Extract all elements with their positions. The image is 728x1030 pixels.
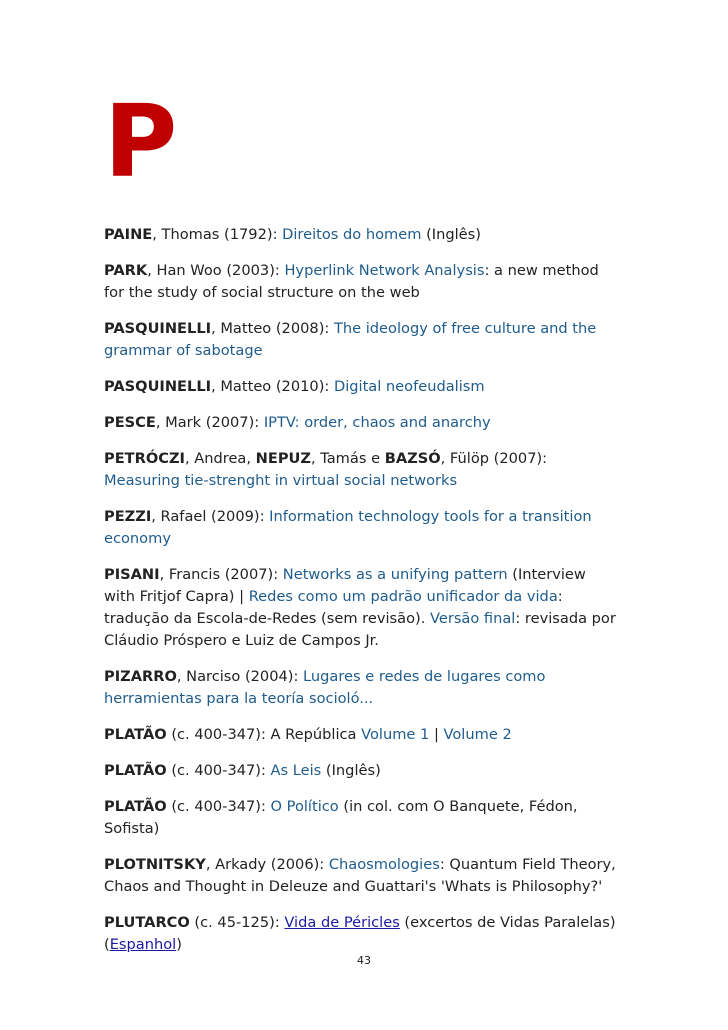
author-name: PETRÓCZI	[104, 450, 185, 467]
author-name: PLUTARCO	[104, 914, 190, 931]
bibliography-list	[104, 224, 620, 970]
bibliography-entry	[104, 448, 620, 492]
title-link[interactable]: Chaosmologies	[328, 856, 440, 873]
bibliography-entry	[104, 564, 620, 652]
title-link[interactable]: Volume 2	[443, 726, 512, 743]
entry-text: |	[429, 726, 444, 743]
title-link[interactable]: Hyperlink Network Analysis	[284, 262, 485, 279]
entry-text: , Matteo (2010):	[211, 378, 334, 395]
entry-text: , Han Woo (2003):	[147, 262, 285, 279]
author-name: PLATÃO	[104, 762, 167, 779]
entry-text: , Tamás e	[310, 450, 385, 467]
bibliography-entry	[104, 854, 620, 898]
entry-text: )	[176, 936, 182, 953]
entry-text: : a new method for the study of social structure on the web	[104, 262, 599, 301]
title-link[interactable]: Direitos do homem	[282, 226, 422, 243]
bibliography-entry	[104, 318, 620, 362]
title-link[interactable]: Versão final	[429, 610, 516, 627]
section-letter: P	[104, 83, 178, 200]
author-name: PAINE	[104, 226, 153, 243]
bibliography-entry	[104, 376, 620, 398]
title-link[interactable]: IPTV: order, chaos and anarchy	[263, 414, 491, 431]
bibliography-entry	[104, 796, 620, 840]
entry-text: (Inglês)	[421, 226, 481, 243]
bibliography-entry	[104, 666, 620, 710]
entry-text: , Mark (2007):	[155, 414, 264, 431]
title-link[interactable]: Networks as a unifying pattern	[282, 566, 508, 583]
bibliography-entry	[104, 224, 620, 246]
entry-text: , Thomas (1792):	[152, 226, 283, 243]
entry-text: (excertos de Vidas Paralelas) (	[104, 914, 616, 953]
bibliography-entry	[104, 760, 620, 782]
entry-text: (Interview with Fritjof Capra) |	[104, 566, 586, 605]
bibliography-entry	[104, 724, 620, 746]
entry-text: : tradução da Escola-de-Redes (sem revisão).	[104, 588, 563, 627]
bibliography-entry	[104, 506, 620, 550]
entry-text: (c. 400-347): A República	[166, 726, 362, 743]
entry-text: (c. 45-125):	[189, 914, 285, 931]
entry-text: (Inglês)	[321, 762, 381, 779]
entry-text: , Rafael (2009):	[151, 508, 270, 525]
title-link[interactable]: Espanhol	[109, 936, 177, 953]
title-link[interactable]: The ideology of free culture and the grammar of sabotage	[104, 320, 597, 359]
title-link[interactable]: Information technology tools for a transition economy	[104, 508, 592, 547]
entry-text: , Francis (2007):	[159, 566, 283, 583]
author-name: BAZSÓ	[384, 450, 441, 467]
title-link[interactable]: As Leis	[270, 762, 322, 779]
entry-text: : revisada por Cláudio Próspero e Luiz de Campos Jr.	[104, 610, 616, 649]
author-name: NEPUZ	[255, 450, 311, 467]
title-link[interactable]: Lugares e redes de lugares como herramientas para la teoría socioló...	[104, 668, 546, 707]
entry-text: , Andrea,	[185, 450, 256, 467]
title-link[interactable]: Vida de Péricles	[284, 914, 400, 931]
entry-text: : Quantum Field Theory, Chaos and Thought in Deleuze and Guattari's 'Whats is Philosophy?'	[104, 856, 616, 895]
author-name: PIZARRO	[104, 668, 177, 685]
author-name: PEZZI	[104, 508, 152, 525]
author-name: PLATÃO	[104, 798, 167, 815]
bibliography-entry	[104, 912, 620, 956]
title-link[interactable]: Digital neofeudalism	[333, 378, 485, 395]
entry-text: , Fülöp (2007):	[440, 450, 548, 467]
entry-text: (c. 400-347):	[166, 762, 271, 779]
entry-text: , Narciso (2004):	[176, 668, 304, 685]
entry-text: (c. 400-347):	[166, 798, 271, 815]
entry-text: , Arkady (2006):	[205, 856, 329, 873]
author-name: PASQUINELLI	[104, 378, 212, 395]
author-name: PESCE	[104, 414, 156, 431]
author-name: PARK	[104, 262, 148, 279]
entry-text: (in col. com O Banquete, Fédon, Sofista)	[104, 798, 578, 837]
author-name: PASQUINELLI	[104, 320, 212, 337]
title-link[interactable]: Measuring tie-strenght in virtual social networks	[104, 472, 458, 489]
author-name: PLOTNITSKY	[104, 856, 206, 873]
title-link[interactable]: Redes como um padrão unificador da vida	[248, 588, 558, 605]
page-number: 43	[357, 954, 371, 967]
author-name: PISANI	[104, 566, 160, 583]
bibliography-entry	[104, 260, 620, 304]
author-name: PLATÃO	[104, 726, 167, 743]
title-link[interactable]: Volume 1	[361, 726, 430, 743]
bibliography-entry	[104, 412, 620, 434]
title-link[interactable]: O Político	[270, 798, 339, 815]
entry-text: , Matteo (2008):	[211, 320, 334, 337]
